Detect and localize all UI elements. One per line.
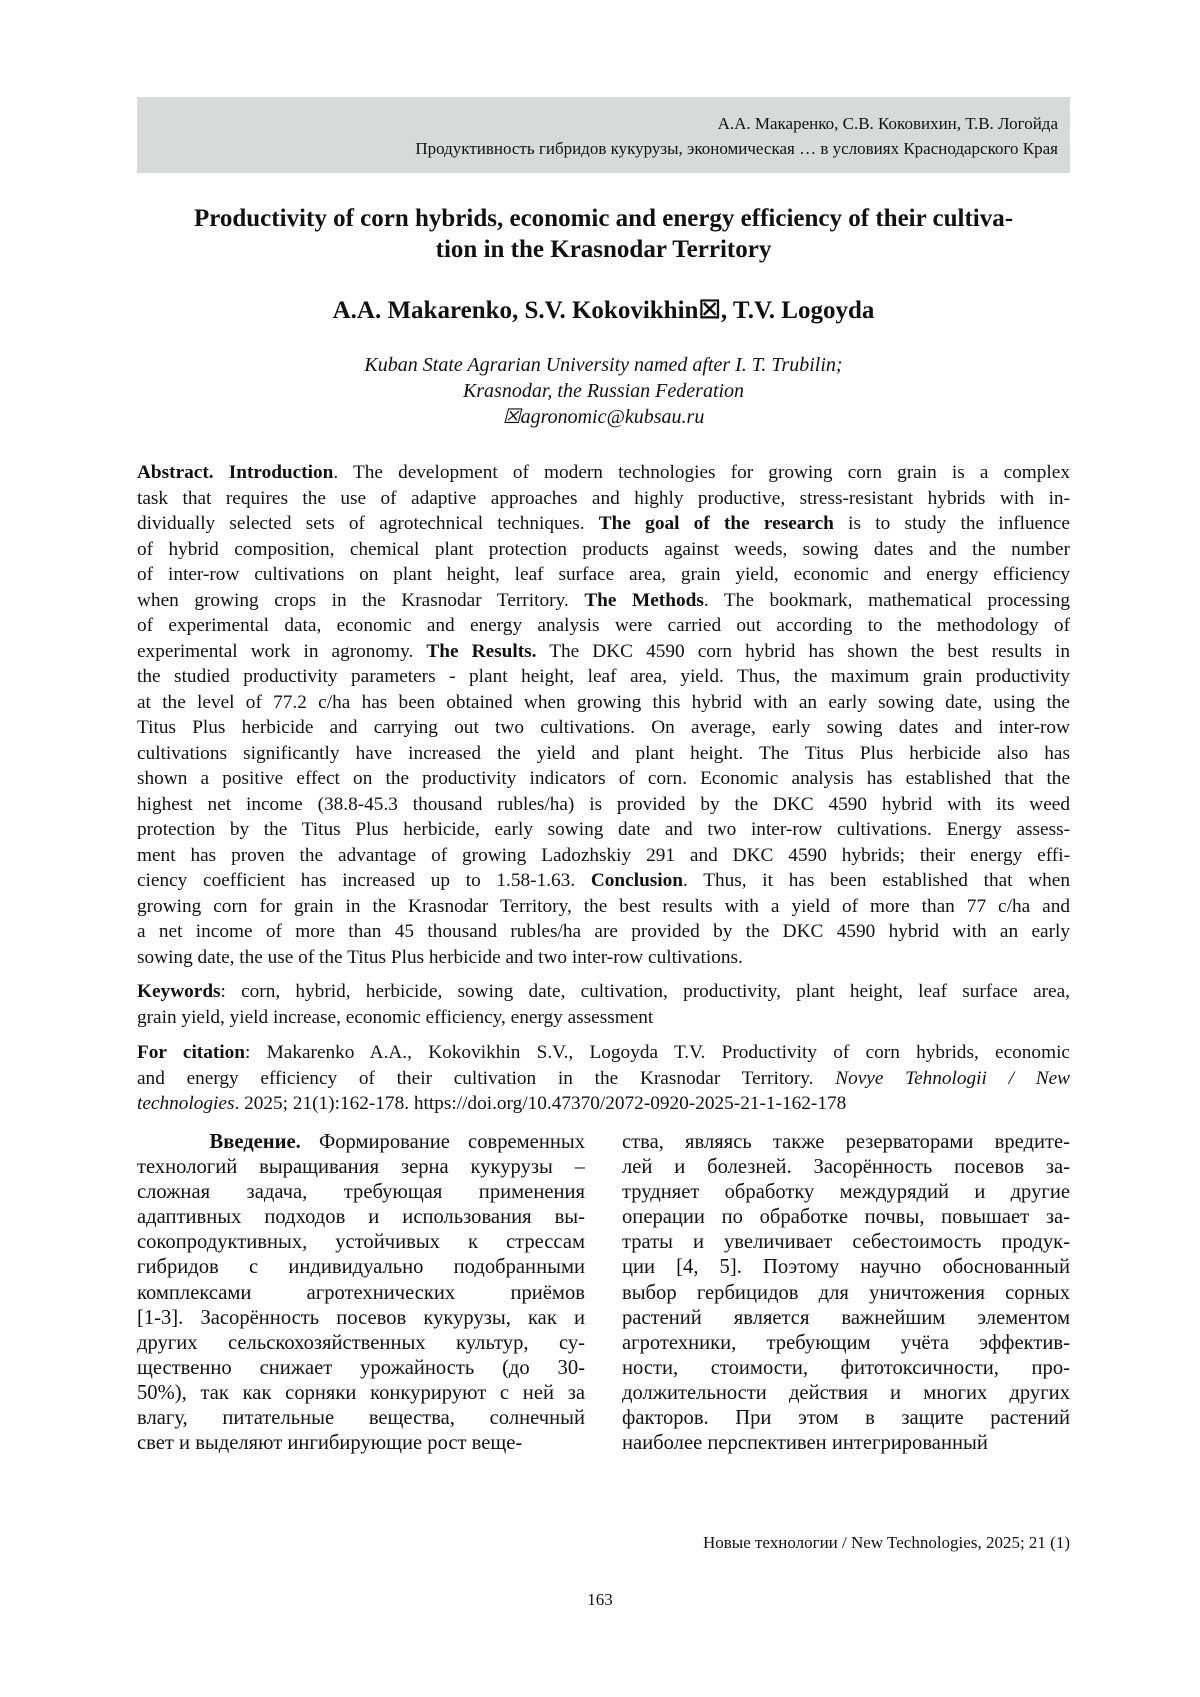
text-line [137,792,1070,818]
text-segment: the studied productivity parameters - plant height, leaf area, yield. Thus, the maximum grain productivity [137,666,1070,687]
text-line [622,1230,1070,1255]
text-segment: at the level of 77.2 c/ha has been obtained when growing this hybrid with an early sowing date, using the [137,691,1070,713]
text-line [137,1281,585,1306]
text-segment: наиболее перспективен интегрированный [622,1432,988,1455]
text-segment: grain yield, yield increase, economic efficiency, energy assessment [137,1006,654,1028]
text-line [622,1281,1070,1306]
abstract [137,460,1070,970]
text-segment: ciency coefficient has increased up to 1.58-1.63. [137,870,591,891]
text-line [137,945,1070,971]
text-line [622,1155,1070,1180]
text-line [622,1381,1070,1406]
text-line [622,1406,1070,1431]
text-segment: shown a positive effect on the productivity indicators of corn. Economic analysis has established that the [137,768,1070,789]
text-segment: Titus Plus herbicide and carrying out two cultivations. On average, early sowing dates and inter-row [137,717,1070,738]
text-segment: . 2025; 21(1):162-178. https://doi.org/10.47370/2072-0920-2025-21-1-162-178 [234,1093,847,1114]
text-segment: лей и болезней. Засорённость посевов за- [622,1156,1070,1179]
running-header [137,97,1070,173]
text-segment: highest net income (38.8-45.3 thousand rubles/ha) is provided by the DKC 4590 hybrid with its weed [137,793,1070,815]
text-line [137,817,1070,843]
bold-text: Conclusion [590,870,684,891]
text-segment: . The bookmark, mathematical processing [703,589,1070,611]
text-line [622,1331,1070,1356]
affiliation-location: Krasnodar, the Russian Federation [462,380,745,402]
text-segment: task that requires the use of adaptive approaches and highly productive, stress-resistant hybrids with in- [137,487,1070,509]
text-line [137,1381,585,1406]
text-segment: and energy efficiency of their cultivation in the Krasnodar Territory. [137,1067,836,1089]
text-segment: is to study the influence [833,513,1070,534]
bold-text: The Methods [584,589,704,611]
text-line [137,613,1070,639]
text-segment: : Makarenko A.A., Kokovikhin S.V., Logoyda T.V. Productivity of corn hybrids, economic [245,1042,1070,1063]
text-line [622,1255,1070,1280]
text-line [137,639,1070,665]
running-header-title: Продуктивность гибридов кукурузы, экономическая … в условиях Краснодарского Края [415,139,1058,158]
text-line [137,1306,585,1331]
affiliation-university: Kuban State Agrarian University named after I. T. Trubilin; [364,354,843,376]
text-segment: комплексами агротехнических приёмов [137,1281,585,1304]
article-title [137,203,1070,265]
text-segment: трудняет обработку междурядий и другие [622,1181,1070,1204]
text-segment: protection by the Titus Plus herbicide, early sowing date and two inter-row cultivations. Energy assess- [137,819,1070,840]
text-segment: . The development of modern technologies for growing corn grain is a complex [333,462,1070,483]
bold-text: Введение. [209,1131,301,1153]
text-line [137,868,1070,894]
text-line [137,1005,1070,1031]
title-line: tion in the Krasnodar Territory [435,236,772,263]
body-column-left [137,1130,585,1456]
text-line [622,1205,1070,1230]
text-line [137,460,1070,486]
text-line [137,1406,585,1431]
text-segment: ment has proven the advantage of growing Ladozhskiy 291 and DKC 4590 hybrids; their energy effi- [137,844,1070,866]
bold-text: For citation [137,1042,246,1063]
text-line [137,919,1070,945]
text-segment: a net income of more than 45 thousand rubles/ha are provided by the DKC 4590 hybrid with an early [137,921,1070,942]
italic-text: technologies [137,1093,235,1114]
text-line [137,1040,1070,1066]
page-number: 163 [587,1590,613,1609]
text-segment: of inter-row cultivations on plant height, leaf surface area, grain yield, economic and energy efficiency [137,564,1070,585]
italic-text: Novye Tehnologii / New [835,1067,1070,1089]
text-segment: Формирование современных [300,1131,585,1153]
keywords [137,979,1070,1030]
citation [137,1040,1070,1117]
text-line [622,1180,1070,1205]
text-segment [137,1131,210,1153]
text-segment: ции [4, 5]. Поэтому научно обоснованный [622,1256,1070,1279]
text-segment: . Thus, it has been established that when [683,870,1070,891]
text-line [137,1255,585,1280]
text-line [137,588,1070,614]
text-segment: sowing date, the use of the Titus Plus herbicide and two inter-row cultivations. [137,946,743,968]
text-line [137,766,1070,792]
title-line: Productivity of corn hybrids, economic and energy efficiency of their cultiva- [193,205,1014,232]
text-line [137,1180,585,1205]
text-line [622,1431,1070,1456]
text-line [137,979,1070,1005]
text-segment: факторов. При этом в защите растений [622,1407,1070,1430]
text-segment: щественно снижает урожайность (до 30- [137,1356,585,1379]
text-segment: of hybrid composition, chemical plant protection products against weeds, sowing dates and the number [137,538,1070,560]
text-segment: when growing crops in the Krasnodar Territory. [137,589,585,611]
text-line [622,1306,1070,1331]
text-segment: cultivations significantly have increased the yield and plant height. The Titus Plus herbicide also has [137,742,1070,764]
text-line [137,690,1070,716]
text-segment: других сельскохозяйственных культур, су- [137,1331,585,1354]
text-segment: технологий выращивания зерна кукурузы – [137,1156,585,1179]
text-segment: выбор гербицидов для уничтожения сорных [622,1281,1070,1304]
text-line [137,537,1070,563]
bold-text: Abstract. Introduction [137,462,334,483]
text-segment: траты и увеличивает себестоимость продук- [622,1231,1070,1254]
text-segment: experimental work in agronomy. [137,640,427,662]
journal-footer: Новые технологии / New Technologies, 2025; 21 (1) [702,1533,1070,1552]
text-line [137,562,1070,588]
text-segment: растений является важнейшим элементом [622,1306,1070,1329]
text-segment: : corn, hybrid, herbicide, sowing date, cultivation, productivity, plant height, leaf surface area, [220,981,1070,1002]
authors: A.A. Makarenko, S.V. Kokovikhin☒, T.V. Logoyda [332,297,875,324]
bold-text: The goal of the research [598,513,834,534]
text-line [137,664,1070,690]
text-segment: ства, являясь также резерваторами вредите- [622,1131,1070,1153]
contact-email[interactable]: ☒agronomic@kubsau.ru [502,406,705,428]
text-segment: The DKC 4590 corn hybrid has shown the best results in [536,640,1070,662]
text-segment: [1-3]. Засорённость посевов кукурузы, как и [137,1306,585,1329]
text-line [622,1130,1070,1155]
text-line [137,511,1070,537]
affiliation [137,352,1070,430]
text-line [137,1130,585,1155]
text-line [137,1356,585,1381]
text-segment: адаптивных подходов и использования вы- [137,1206,585,1229]
text-segment: сложная задача, требующая применения [137,1181,585,1204]
text-segment: должительности действия и многих других [622,1381,1070,1404]
text-segment: свет и выделяют ингибирующие рост веще- [137,1432,523,1455]
text-segment: гибридов с индивидуально подобранными [137,1256,585,1279]
text-line [137,1230,585,1255]
text-segment: операции по обработке почвы, повышает за- [622,1206,1070,1229]
text-segment: 50%), так как сорняки конкурируют с ней за [137,1381,585,1404]
text-line [137,1155,585,1180]
text-line [137,715,1070,741]
text-segment: сокопродуктивных, устойчивых к стрессам [137,1231,585,1254]
text-line [137,1431,585,1456]
body-column-right [622,1130,1070,1456]
text-line [137,1205,585,1230]
text-line [137,1066,1070,1092]
text-line [137,894,1070,920]
text-line [622,1356,1070,1381]
running-header-authors: А.А. Макаренко, С.В. Коковихин, Т.В. Логойда [717,114,1058,133]
text-segment: growing corn for grain in the Krasnodar Territory, the best results with a yield of more than 77 c/ha and [137,895,1070,917]
text-line [137,741,1070,767]
text-segment: агротехники, требующим учёта эффектив- [622,1331,1070,1354]
text-line [137,843,1070,869]
bold-text: Keywords [137,981,221,1002]
text-segment: dividually selected sets of agrotechnical techniques. [137,513,599,534]
text-segment: of experimental data, economic and energy analysis were carried out according to the methodology of [137,615,1070,636]
text-line [137,486,1070,512]
text-line [137,1331,585,1356]
bold-text: The Results. [426,640,537,662]
text-segment: ности, стоимости, фитотоксичности, про- [622,1356,1070,1379]
text-line [137,1091,1070,1117]
text-segment: влагу, питательные вещества, солнечный [137,1407,585,1430]
